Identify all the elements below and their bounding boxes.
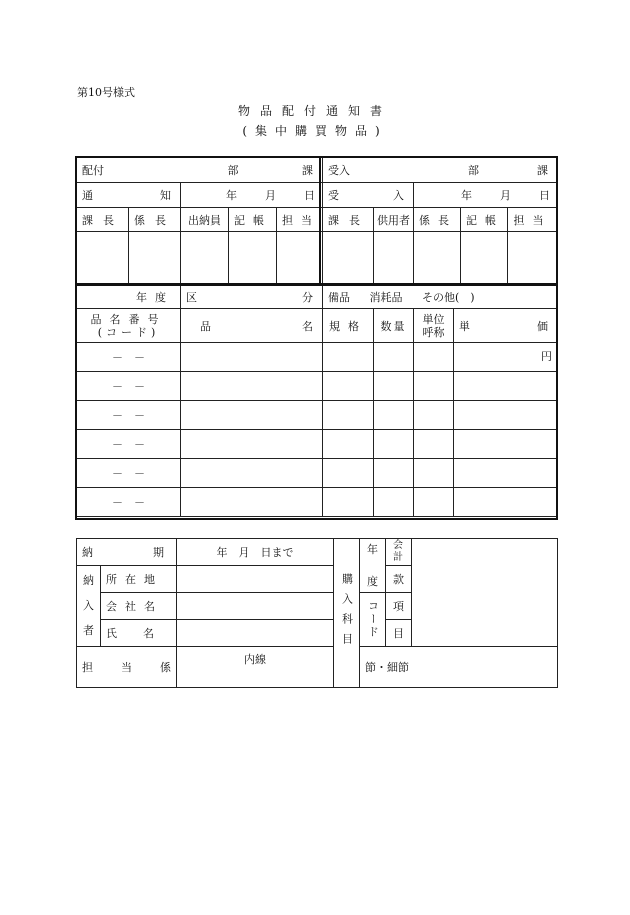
ka-label: 価 (537, 319, 549, 333)
item-name-cell[interactable] (181, 430, 323, 459)
supplier-label (77, 566, 101, 647)
kan-label: 款 (386, 566, 412, 593)
shomohin-option[interactable]: 消耗品 (369, 290, 403, 304)
address-cell[interactable] (177, 566, 334, 593)
spec-cell[interactable] (323, 459, 374, 488)
unit-price-cell[interactable] (454, 488, 558, 517)
delivery-date-text: 年 月 日まで (216, 546, 294, 559)
day-label: 日 (304, 189, 316, 202)
stamp-header-left-5: 担当 (277, 208, 323, 232)
quantity-cell[interactable] (374, 488, 414, 517)
table-row (77, 343, 558, 372)
unit-cell[interactable] (414, 488, 454, 517)
item-name-cell[interactable] (181, 343, 323, 372)
unit-cell[interactable] (414, 459, 454, 488)
item-code-cell[interactable]: － － (77, 401, 181, 430)
item-name-cell[interactable] (181, 401, 323, 430)
nen-char: 年 (367, 542, 378, 556)
table-row (77, 372, 558, 401)
haifu-label: 配付 (82, 164, 104, 177)
spec-cell[interactable] (323, 372, 374, 401)
sonota-option[interactable]: その他( ) (422, 290, 475, 304)
item-name-header (181, 309, 323, 343)
ukeire-label: 受入 (328, 164, 351, 177)
stamp-box[interactable] (414, 232, 461, 285)
ka-label: 課 (302, 164, 313, 177)
noki-label: 納期 (82, 546, 224, 559)
unit-price-cell[interactable] (454, 401, 558, 430)
tan-label: 単 (459, 319, 470, 333)
receiver-department-cell[interactable] (323, 158, 558, 183)
item-code-cell[interactable]: － － (77, 343, 181, 372)
kosho-label: 呼称 (422, 325, 445, 339)
tanto-text: 担当係 (82, 661, 199, 674)
spec-cell[interactable] (323, 343, 374, 372)
bu-label: 部 (227, 164, 239, 177)
hin-label: 品 (200, 319, 211, 333)
purchase-account-label (334, 539, 360, 688)
year-label: 年 (226, 189, 238, 202)
quantity-cell[interactable] (374, 343, 414, 372)
unit-price-cell[interactable] (454, 343, 558, 372)
spec-cell[interactable] (323, 430, 374, 459)
notice-date-cell[interactable] (181, 183, 323, 208)
table-row (77, 430, 558, 459)
naisen-label: 内線 (244, 653, 266, 666)
uke-char-1: 受 (328, 189, 340, 202)
spec-header: 規格 (323, 309, 374, 343)
category-cell[interactable] (323, 285, 558, 309)
yen-label: 円 (541, 350, 553, 363)
sender-department-cell[interactable] (77, 158, 323, 183)
bun-label: 分 (302, 290, 313, 304)
company-label: 会社名 (101, 593, 177, 620)
items-table (76, 284, 558, 517)
delivery-table (76, 538, 558, 688)
classification-cell[interactable] (181, 285, 323, 309)
item-code-cell[interactable]: － － (77, 459, 181, 488)
quantity-cell[interactable] (374, 430, 414, 459)
item-name-cell[interactable] (181, 372, 323, 401)
unit-price-cell[interactable] (454, 459, 558, 488)
table-row (77, 488, 558, 517)
stamp-header-left-2: 係長 (129, 208, 181, 232)
receipt-date-cell[interactable] (414, 183, 558, 208)
notice-label-cell (77, 183, 181, 208)
setsu-label: 節・細節 (365, 661, 409, 674)
nonyusha-char-2: 入 (83, 599, 94, 612)
code-label (360, 593, 386, 647)
stamp-header-right-3: 係長 (414, 208, 461, 232)
table-row (77, 459, 558, 488)
code-label: (コード) (97, 325, 160, 339)
account-code-cell[interactable] (412, 539, 558, 647)
day-label: 日 (539, 189, 551, 202)
stamp-box[interactable] (323, 232, 374, 285)
stamp-header-left-1: 課長 (77, 208, 129, 232)
kaikei-text: 会計 (393, 540, 404, 563)
hinmei-bango-label: 品名番号 (90, 312, 167, 326)
spec-cell[interactable] (323, 488, 374, 517)
tsuchi-char-1: 通 (82, 189, 93, 202)
bihin-option[interactable]: 備品 (328, 290, 350, 304)
stamp-box[interactable] (181, 232, 229, 285)
fiscal-year-cell[interactable]: 年度 (77, 285, 181, 309)
moku-label: 目 (386, 620, 412, 647)
stamp-header-right-4: 記帳 (461, 208, 508, 232)
stamp-header-right-2: 供用者 (374, 208, 414, 232)
item-name-cell[interactable] (181, 459, 323, 488)
stamp-header-left-4: 記帳 (229, 208, 277, 232)
table-row (77, 401, 558, 430)
unit-price-header (454, 309, 558, 343)
unit-price-cell[interactable] (454, 430, 558, 459)
stamp-box[interactable] (461, 232, 508, 285)
distribution-table (76, 157, 558, 285)
month-label: 月 (500, 189, 512, 202)
unit-cell[interactable] (414, 343, 454, 372)
item-code-cell[interactable]: － － (77, 372, 181, 401)
setsu-cell[interactable] (360, 647, 558, 688)
extension-cell[interactable] (177, 647, 334, 688)
tsuchi-char-2: 知 (160, 189, 171, 202)
quantity-cell[interactable] (374, 401, 414, 430)
code-text: コード (366, 600, 380, 639)
address-label: 所在地 (101, 566, 177, 593)
unit-price-cell[interactable] (454, 372, 558, 401)
name-label: 氏名 (101, 620, 177, 647)
company-cell[interactable] (177, 593, 334, 620)
stamp-box[interactable] (229, 232, 277, 285)
stamp-box[interactable] (508, 232, 558, 285)
quantity-cell[interactable] (374, 459, 414, 488)
item-code-cell[interactable]: － － (77, 430, 181, 459)
spec-cell[interactable] (323, 401, 374, 430)
delivery-period-label (77, 539, 224, 566)
stamp-box[interactable] (77, 232, 129, 285)
item-number-header (77, 309, 181, 343)
accounting-label (386, 539, 412, 566)
receipt-label-cell (323, 183, 414, 208)
ku-label: 区 (186, 290, 197, 304)
stamp-box[interactable] (129, 232, 181, 285)
do-char: 度 (367, 574, 378, 588)
mei-label: 名 (302, 319, 313, 333)
staff-label (77, 647, 199, 688)
month-label: 月 (265, 189, 277, 202)
nonyusha-char-3: 者 (83, 624, 94, 637)
quantity-cell[interactable] (374, 372, 414, 401)
item-name-cell[interactable] (181, 488, 323, 517)
konyu-kamoku-text: 購入科目 (340, 573, 354, 653)
stamp-header-left-3: 出納員 (181, 208, 229, 232)
unit-header (414, 309, 454, 343)
nonyusha-char-1: 納 (83, 574, 94, 587)
document-title: 物品配付通知書 (237, 104, 392, 118)
unit-cell[interactable] (414, 372, 454, 401)
uke-char-2: 入 (393, 189, 405, 202)
stamp-box[interactable] (374, 232, 414, 285)
stamp-header-right-5: 担当 (508, 208, 558, 232)
ko-label: 項 (386, 593, 412, 620)
quantity-header: 数量 (374, 309, 414, 343)
ka-label: 課 (537, 164, 549, 177)
fiscal-year-label (360, 539, 386, 593)
bu-label: 部 (468, 164, 480, 177)
unit-cell[interactable] (414, 401, 454, 430)
year-label: 年 (461, 189, 473, 202)
tani-label: 単位 (422, 312, 445, 326)
stamp-box[interactable] (277, 232, 323, 285)
item-code-cell[interactable]: － － (77, 488, 181, 517)
name-cell[interactable] (177, 620, 334, 647)
form-number: 第10号様式 (77, 86, 135, 99)
document-subtitle: (集中購買物品) (242, 124, 388, 138)
stamp-header-right-1: 課長 (323, 208, 374, 232)
unit-cell[interactable] (414, 430, 454, 459)
